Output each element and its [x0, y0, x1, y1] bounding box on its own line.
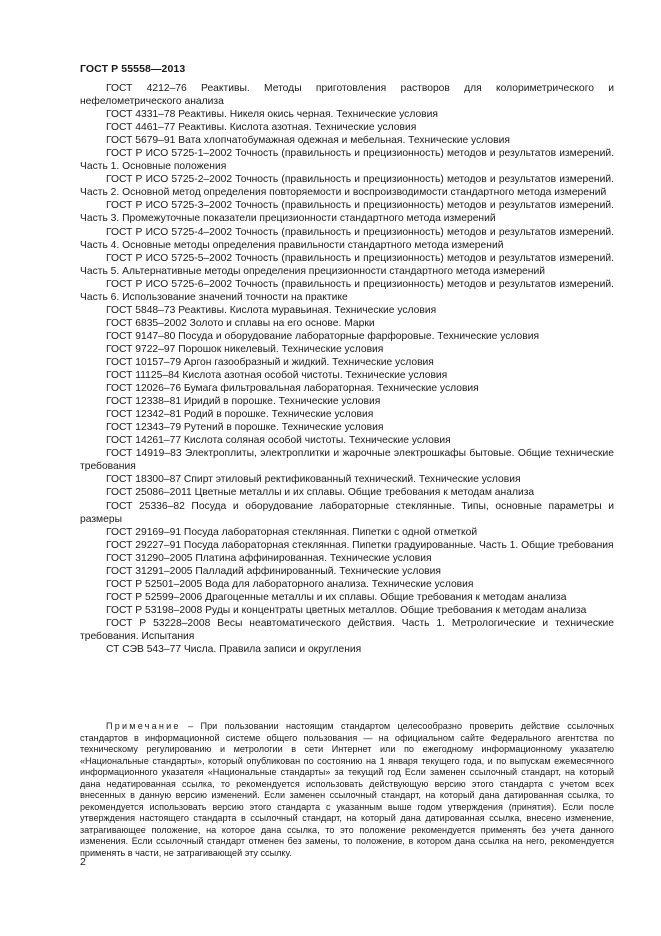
reference-item: ГОСТ 12342–81 Родий в порошке. Технические условия [106, 409, 374, 421]
reference-item: СТ СЭВ 543–77 Числа. Правила записи и округления [106, 644, 362, 656]
reference-item: ГОСТ Р 53228–2008 Весы неавтоматического действия. Часть 1. Метрологические и технические требования. Испытания [80, 617, 614, 642]
reference-item: ГОСТ 9722–97 Порошок никелевый. Технические условия [106, 343, 384, 355]
reference-item: ГОСТ Р 52599–2006 Драгоценные металлы и их сплавы. Общие требования к методам анализа [106, 591, 567, 603]
page-number: 2 [80, 856, 86, 868]
reference-item: ГОСТ Р 53198–2008 Руды и концентраты цветных металлов. Общие требования к методам анализа [106, 604, 587, 616]
reference-item: ГОСТ 9147–80 Посуда и оборудование лабораторные фарфоровые. Технические условия [106, 330, 540, 342]
reference-item: ГОСТ 5679–91 Вата хлопчатобумажная одежная и мебельная. Технические условия [106, 135, 510, 147]
reference-item: ГОСТ Р ИСО 5725-6–2002 Точность (правильность и прецизионность) методов и результатов измерений. Часть 6. Использование значений точности на практике [80, 278, 614, 303]
reference-item: ГОСТ 14919–83 Электроплиты, электроплитки и жарочные электрошкафы бытовые. Общие технические требования [80, 448, 614, 473]
normative-references-list [80, 82, 614, 656]
reference-item: ГОСТ Р ИСО 5725-5–2002 Точность (правильность и прецизионность) методов и результатов измерений. Часть 5. Альтернативные методы определения прецизионности стандартного метода измерений [80, 252, 614, 277]
reference-item: ГОСТ 31291–2005 Палладий аффинированный. Технические условия [106, 565, 441, 577]
reference-item: ГОСТ Р 52501–2005 Вода для лабораторного анализа. Технические условия [106, 578, 474, 590]
reference-item: ГОСТ 29227–91 Посуда лабораторная стеклянная. Пипетки градуированные. Часть 1. Общие требования [106, 539, 614, 551]
note-label: Примечание [106, 721, 181, 731]
reference-item: ГОСТ 4331–78 Реактивы. Никеля окись черная. Технические условия [106, 109, 438, 121]
reference-item: ГОСТ Р ИСО 5725-3–2002 Точность (правильность и прецизионность) методов и результатов измерений. Часть 3. Промежуточные показатели прецизионности стандартного метода измерений [80, 200, 614, 225]
reference-item: ГОСТ 12026–76 Бумага фильтровальная лабораторная. Технические условия [106, 383, 479, 395]
document-header: ГОСТ Р 55558—2013 [80, 63, 186, 75]
reference-item: ГОСТ 14261–77 Кислота соляная особой чистоты. Технические условия [106, 435, 451, 447]
note-text: – При пользовании настоящим стандартом целесообразно проверить действие ссылочных стандартов в информационной системе общего пользования — на официальном сайте Федерального агентства по техническому регулированию и метрологии в сети Интернет или по ежегодному информационному указателю «Национальные стандарты», который опубликован по состоянию на 1 января текущего года, и по выпускам ежемесячного информационного указателя «Национальные стандарты» за текущий год Если заменен ссылочный стандарт, на который дана недатированная ссылка, то рекомендуется использовать действующую версию этого стандарта с учетом всех внесенных в данную версию изменений. Если заменен ссылочный стандарт, на который дана датированная ссылка, то рекомендуется использовать версию этого стандарта с указанным выше годом утверждения (принятия). Если после утверждения настоящего стандарта в ссылочный стандарт, на который дана датированная ссылка, внесено изменение, затрагивающее положение, на которое дана ссылка, то это положение рекомендуется применять без учета данного изменения. Если ссылочный стандарт отменен без замены, то положение, в котором дана ссылка на него, рекомендуется применять в части, не затрагивающей эту ссылку. [80, 721, 614, 859]
reference-item: ГОСТ 5848–73 Реактивы. Кислота муравьиная. Технические условия [106, 304, 437, 316]
reference-item: ГОСТ Р ИСО 5725-1–2002 Точность (правильность и прецизионность) методов и результатов измерений. Часть 1. Основные положения [80, 148, 614, 173]
reference-item: ГОСТ 25336–82 Посуда и оборудование лабораторные стеклянные. Типы, основные параметры и размеры [80, 500, 614, 525]
reference-item: ГОСТ Р ИСО 5725-2–2002 Точность (правильность и прецизионность) методов и результатов измерений. Часть 2. Основной метод определения повторяемости и воспроизводимости стандартного метода измерений [80, 174, 614, 199]
reference-item: ГОСТ 31290–2005 Платина аффинированная. Технические условия [106, 552, 432, 564]
reference-item: ГОСТ Р ИСО 5725-4–2002 Точность (правильность и прецизионность) методов и результатов измерений. Часть 4. Основные методы определения правильности стандартного метода измерений [80, 226, 614, 251]
reference-item: ГОСТ 10157–79 Аргон газообразный и жидкий. Технические условия [106, 356, 434, 368]
note-paragraph [80, 721, 614, 860]
reference-item: ГОСТ 18300–87 Спирт этиловый ректификованный технический. Технические условия [106, 474, 521, 486]
reference-item: ГОСТ 6835–2002 Золото и сплавы на его основе. Марки [106, 317, 375, 329]
reference-item: ГОСТ 4212–76 Реактивы. Методы приготовления растворов для колориметрического и нефелометрического анализа [80, 83, 614, 108]
reference-item: ГОСТ 29169–91 Посуда лабораторная стеклянная. Пипетки с одной отметкой [106, 526, 478, 538]
reference-item: ГОСТ 12338–81 Иридий в порошке. Технические условия [106, 396, 381, 408]
reference-item: ГОСТ 12343–79 Рутений в порошке. Технические условия [106, 422, 384, 434]
reference-item: ГОСТ 25086–2011 Цветные металлы и их сплавы. Общие требования к методам анализа [106, 487, 535, 499]
reference-item: ГОСТ 11125–84 Кислота азотная особой чистоты. Технические условия [106, 370, 448, 382]
reference-item: ГОСТ 4461–77 Реактивы. Кислота азотная. Технические условия [106, 122, 417, 134]
